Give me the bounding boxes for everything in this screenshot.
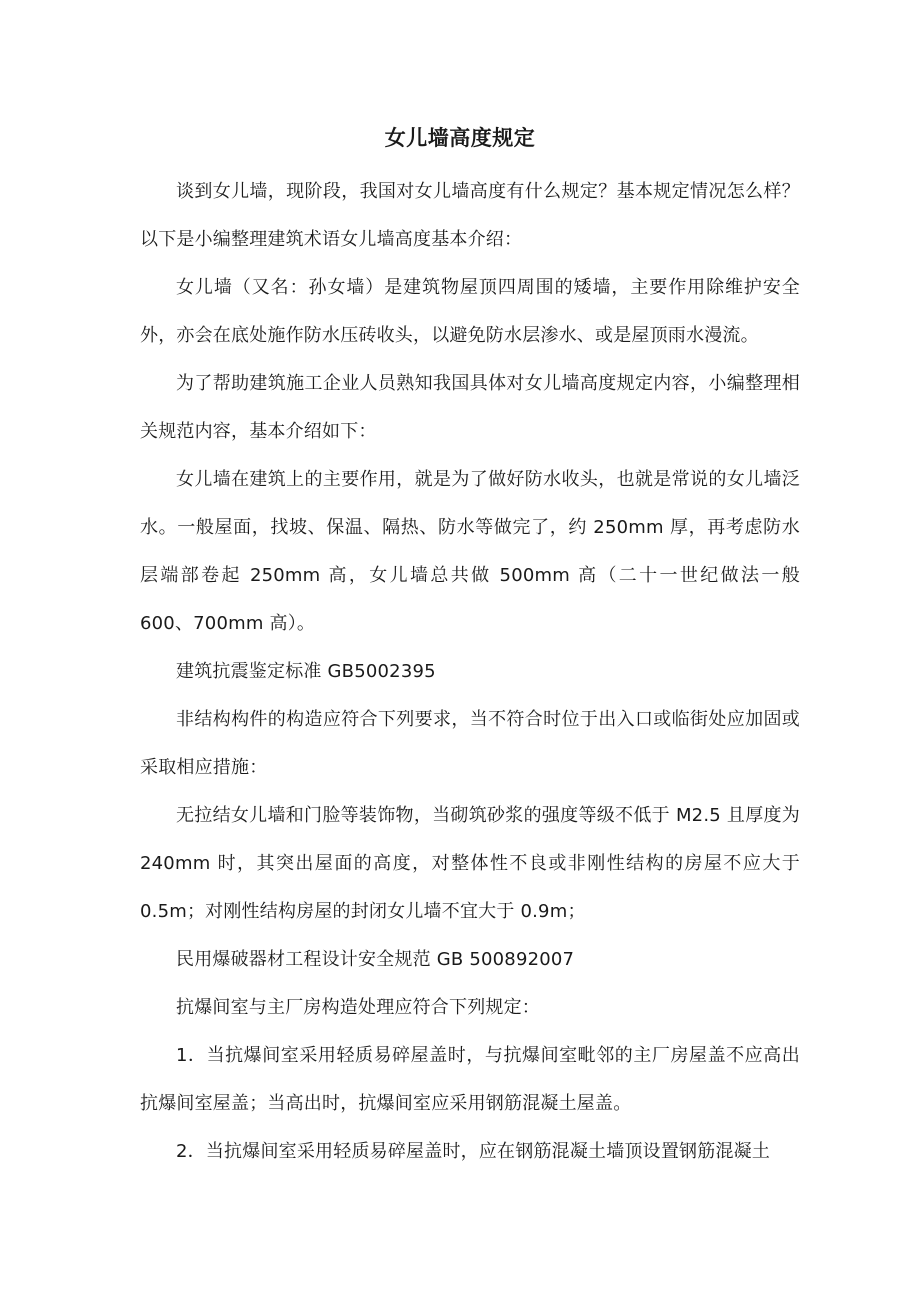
paragraph-intro: 谈到女儿墙，现阶段，我国对女儿墙高度有什么规定？基本规定情况怎么样？以下是小编整理建筑术语女儿墙高度基本介绍： bbox=[140, 181, 800, 250]
document-title: 女儿墙高度规定 bbox=[384, 126, 536, 150]
paragraph-parapet-height: 无拉结女儿墙和门脸等装饰物，当砌筑砂浆的强度等级不低于 M2.5 且厚度为 240mm 时，其突出屋面的高度，对整体性不良或非刚性结构的房屋不应大于 0.5m；对刚性结构房屋的封闭女儿墙不宜大于 0.9m； bbox=[140, 805, 800, 922]
paragraph-standard-seismic: 建筑抗震鉴定标准 GB5002395 bbox=[176, 661, 436, 682]
paragraph-definition: 女儿墙（又名：孙女墙）是建筑物屋顶四周围的矮墙，主要作用除维护安全外，亦会在底处施作防水压砖收头，以避免防水层渗水、或是屋顶雨水漫流。 bbox=[140, 277, 800, 346]
paragraph-requirements: 非结构构件的构造应符合下列要求，当不符合时位于出入口或临街处应加固或采取相应措施： bbox=[140, 709, 800, 778]
paragraph-purpose: 为了帮助建筑施工企业人员熟知我国具体对女儿墙高度规定内容，小编整理相关规范内容，基本介绍如下： bbox=[140, 373, 800, 442]
paragraph-function: 女儿墙在建筑上的主要作用，就是为了做好防水收头，也就是常说的女儿墙泛水。一般屋面，找坡、保温、隔热、防水等做完了，约 250mm 厚，再考虑防水层端部卷起 250mm 高，女儿墙总共做 500mm 高（二十一世纪做法一般 600、700mm 高）。 bbox=[140, 469, 800, 634]
paragraph-rules-intro: 抗爆间室与主厂房构造处理应符合下列规定： bbox=[176, 997, 540, 1018]
document-body bbox=[140, 168, 800, 1176]
paragraph-rule-1: 1．当抗爆间室采用轻质易碎屋盖时，与抗爆间室毗邻的主厂房屋盖不应高出抗爆间室屋盖；当高出时，抗爆间室应采用钢筋混凝土屋盖。 bbox=[140, 1045, 800, 1114]
paragraph-rule-2: 2．当抗爆间室采用轻质易碎屋盖时，应在钢筋混凝土墙顶设置钢筋混凝土 bbox=[176, 1141, 771, 1162]
paragraph-standard-blasting: 民用爆破器材工程设计安全规范 GB 500892007 bbox=[176, 949, 575, 970]
